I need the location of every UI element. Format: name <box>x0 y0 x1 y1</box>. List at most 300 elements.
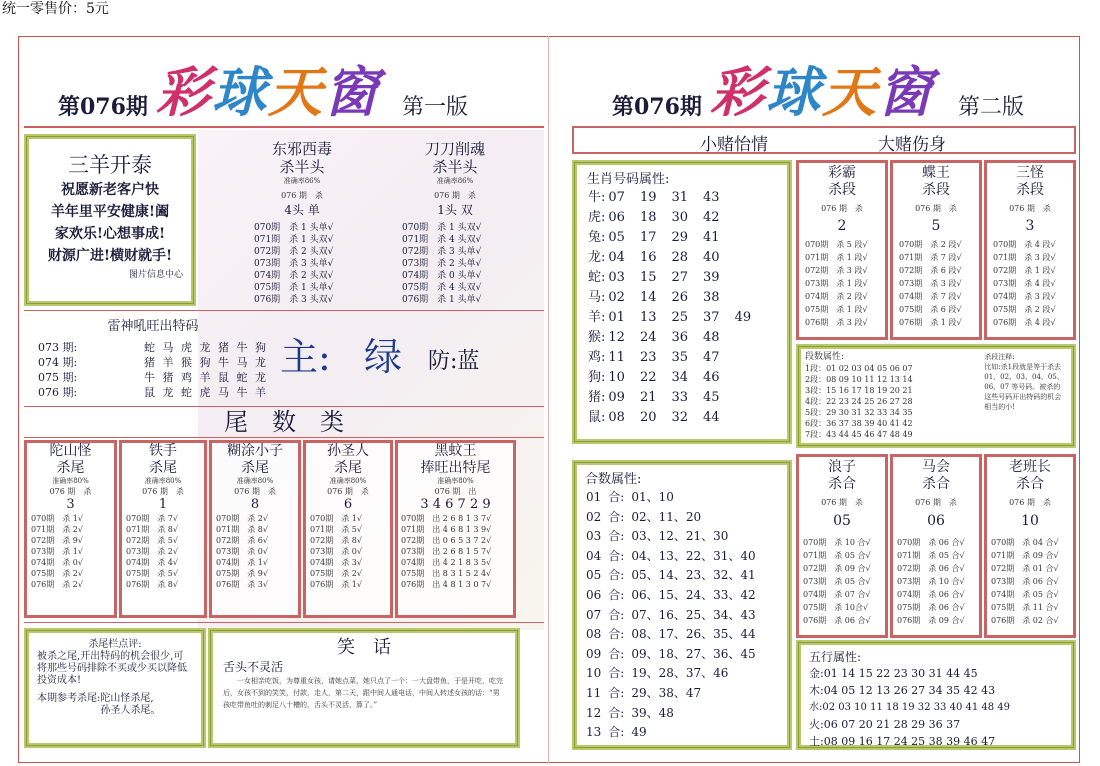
zodiac-number: 47 <box>703 350 720 365</box>
zodiac-label: 蛇: <box>588 270 606 285</box>
record-row: 075期 杀 10合√ <box>803 603 869 612</box>
he-box <box>796 454 888 638</box>
seg-rows <box>987 238 1073 329</box>
zodiac-number <box>734 288 766 308</box>
he-pick: 06 <box>927 513 945 529</box>
he-box <box>890 454 982 638</box>
heshu-row <box>585 606 762 626</box>
main-label: 主: <box>280 335 331 379</box>
zodiac-label: 猪: <box>588 390 606 405</box>
heshu-row <box>585 664 762 684</box>
seg-sub: 杀段 <box>1016 182 1044 198</box>
zodiac-row <box>587 388 765 408</box>
record-row: 071期 杀 5√ <box>310 525 362 534</box>
issue-label: 第076期 <box>612 94 702 120</box>
zodiac-number <box>734 228 766 248</box>
banner-left: 小赌怡情 <box>700 135 768 155</box>
zodiac-number: 46 <box>703 370 720 385</box>
record-row: 076期 杀 06 合√ <box>803 616 871 625</box>
leishen-row: 074 期: 猪 羊 猴 狗 牛 马 龙 <box>38 356 268 369</box>
record-row: 070期 杀 5 段√ <box>805 240 868 249</box>
wuxing-row: 木:04 05 12 13 26 27 34 35 42 43 <box>809 684 996 697</box>
seg-hdr: 076 期 杀 <box>915 204 957 213</box>
record-row: 074期 杀 05 合√ <box>991 590 1059 599</box>
segattr-row: 7段：43 44 45 46 47 48 49 <box>805 430 913 439</box>
sanyang-line: 羊年里平安健康!阖 <box>50 204 170 220</box>
record-row: 076期 出 4 8 1 3 0 7√ <box>401 580 492 589</box>
ddxh-rows <box>390 222 520 306</box>
record-row: 073期 杀 3 段√ <box>899 279 962 288</box>
record-row: 074期 杀 1√ <box>216 558 268 567</box>
zodiac-number: 04 <box>608 250 625 265</box>
record-row: 075期 杀 4 头双√ <box>402 283 482 293</box>
tail-acc: 准确率80% <box>144 477 182 485</box>
he-boxes <box>796 454 1076 638</box>
zodiac-number: 49 <box>734 310 752 325</box>
tail-box <box>119 440 207 618</box>
joke-text: 一女相亲吃饭，为尊重女孩，请她点菜，她只点了一个：一大盘带鱼，于是开吃，吃完后，女孩不到的笑笑，付款，走人，第二天，跟中间人通电话，中间人转述女孩的话：“男孩吃带鱼吐的刺足八十槽的，舌头不灵活，算了。” <box>223 677 503 709</box>
zodiac-label: 鸡: <box>588 350 606 365</box>
zodiac-number: 01 <box>608 310 625 325</box>
zodiac-number: 03 <box>608 270 625 285</box>
zodiac-number <box>734 348 766 368</box>
zodiac-number: 06 <box>608 210 625 225</box>
fang-label: 防:蓝 <box>428 349 480 374</box>
review-ref <box>37 693 193 717</box>
seg-rows <box>799 238 885 329</box>
zodiac-box <box>572 160 792 444</box>
heshu-row <box>585 488 762 508</box>
leishen-row: 073 期: 蛇 马 虎 龙 猪 牛 狗 <box>38 341 268 354</box>
heshu-num: 10 <box>586 666 602 681</box>
review-ref-label: 本期参考杀尾: <box>37 693 101 704</box>
zodiac-row <box>587 288 765 308</box>
record-row: 074期 杀 4√ <box>126 558 178 567</box>
left-page <box>18 36 548 763</box>
sanyang-line: 祝愿新老客户快 <box>61 182 159 198</box>
record-row: 071期 杀 8√ <box>126 525 178 534</box>
record-row: 070期 杀 2 段√ <box>899 240 962 249</box>
zodiac-number: 21 <box>639 390 657 405</box>
record-row: 074期 杀 3 段√ <box>993 292 1056 301</box>
heshu-values: 49 <box>631 725 647 740</box>
center-fold <box>548 36 549 763</box>
zodiac-label: 鼠: <box>588 410 606 425</box>
heshu-values: 29、38、47 <box>631 685 702 700</box>
record-row: 073期 杀 2√ <box>126 547 178 556</box>
zodiac-number: 45 <box>703 390 720 405</box>
record-row: 072期 杀 09 合√ <box>803 564 871 573</box>
logo: 彩球天窗 <box>710 60 934 124</box>
ddxh-hdr: 076 期 杀 <box>434 191 476 200</box>
right-page <box>550 36 1080 763</box>
record-row: 074期 杀 0√ <box>31 558 83 567</box>
record-row: 076期 杀 3 段√ <box>805 318 868 327</box>
heshu-row <box>585 625 762 645</box>
segattr-row: 4段：22 23 24 25 26 27 28 <box>805 397 913 406</box>
zodiac-number: 26 <box>671 290 689 305</box>
section-rule <box>24 310 544 311</box>
wuxing-row: 水:02 03 10 11 18 19 32 33 40 41 48 49 <box>809 702 1011 713</box>
ddxh-acc: 准确率86% <box>436 177 474 185</box>
zodiac-number: 29 <box>671 230 689 245</box>
zodiac-number: 37 <box>703 310 720 325</box>
record-row: 075期 杀 1 段√ <box>805 305 868 314</box>
zodiac-number: 07 <box>608 190 625 205</box>
sanyang-line: 财源广进!横财就手! <box>47 248 173 264</box>
he-box <box>984 454 1076 638</box>
zodiac-number <box>734 388 766 408</box>
tail-hdr: 076 期 杀 <box>234 487 276 496</box>
zodiac-number: 13 <box>639 310 657 325</box>
record-row: 071期 杀 8√ <box>216 525 268 534</box>
heshu-label: 合: <box>608 725 625 740</box>
seg-boxes <box>796 160 1076 340</box>
zodiac-number: 11 <box>608 350 625 365</box>
zodiac-label: 狗: <box>588 370 606 385</box>
dxxd-rows <box>242 222 362 306</box>
zodiac-row <box>587 408 765 428</box>
seg-sub: 杀段 <box>922 182 950 198</box>
zodiac-label: 兔: <box>588 230 606 245</box>
record-row: 072期 杀 8√ <box>310 536 362 545</box>
record-row: 071期 杀 7 段√ <box>899 253 962 262</box>
zodiac-number: 16 <box>639 250 657 265</box>
record-row: 071期 杀 3 段√ <box>993 253 1056 262</box>
tail-title: 陀山怪 <box>49 443 92 459</box>
heshu-num: 05 <box>586 568 602 583</box>
logo: 彩球天窗 <box>156 60 380 124</box>
sanyang-box <box>24 134 196 306</box>
tail-box <box>395 440 516 618</box>
tail-rows <box>122 513 204 590</box>
zodiac-number: 12 <box>608 330 625 345</box>
record-row: 070期 杀 10 合√ <box>803 538 871 547</box>
heshu-label: 合: <box>608 685 625 700</box>
tail-pick: 3 <box>66 497 75 512</box>
heshu-values: 04、13、22、31、40 <box>631 548 756 563</box>
heshu-row <box>585 704 762 724</box>
zodiac-number: 42 <box>703 210 720 225</box>
record-row: 070期 杀 4 段√ <box>993 240 1056 249</box>
heshu-values: 03、12、21、30 <box>631 529 729 544</box>
tail-acc: 准确率80% <box>329 477 367 485</box>
heshu-num: 03 <box>586 529 602 544</box>
heshu-row <box>585 508 762 528</box>
zodiac-number: 34 <box>671 370 689 385</box>
zodiac-number: 23 <box>639 350 657 365</box>
record-row: 071期 杀 4 头双√ <box>402 235 482 245</box>
record-row: 076期 杀 1 头单√ <box>402 295 482 305</box>
he-rows <box>893 536 979 627</box>
tail-acc: 准确率80% <box>236 477 274 485</box>
record-row: 073期 杀 3 头单√ <box>254 259 334 269</box>
segattr-note-title: 杀段注释: <box>984 353 1015 361</box>
record-row: 071期 杀 05 合√ <box>803 551 871 560</box>
zodiac-number: 14 <box>639 290 657 305</box>
record-row: 074期 出 4 2 1 8 3 5√ <box>401 558 492 567</box>
seg-hdr: 076 期 杀 <box>821 204 863 213</box>
zodiac-number: 38 <box>703 290 720 305</box>
heshu-num: 06 <box>586 587 602 602</box>
record-row: 072期 出 0 6 5 3 7 2√ <box>401 536 492 545</box>
record-row: 075期 杀 2√ <box>310 569 362 578</box>
record-row: 076期 杀 2√ <box>31 580 83 589</box>
segattr-row: 1段：01 02 03 04 05 06 07 <box>805 364 913 373</box>
zodiac-number: 39 <box>703 270 720 285</box>
zodiac-number: 25 <box>671 310 689 325</box>
joke-title: 笑 话 <box>337 637 391 658</box>
zodiac-number: 22 <box>639 370 657 385</box>
zodiac-label: 猴: <box>588 330 606 345</box>
leishen-box <box>38 318 268 400</box>
header-rule <box>24 126 544 128</box>
record-row: 072期 杀 2 头双√ <box>254 247 334 257</box>
heshu-values: 07、16、25、34、43 <box>631 607 756 622</box>
record-row: 073期 杀 06 合√ <box>991 577 1059 586</box>
zodiac-number: 43 <box>703 190 720 205</box>
heshu-row <box>585 723 762 743</box>
zodiac-row <box>587 268 765 288</box>
seg-hdr: 076 期 杀 <box>1009 204 1051 213</box>
he-hdr: 076 期 杀 <box>915 498 957 507</box>
heshu-row <box>585 645 762 665</box>
zodiac-label: 马: <box>588 290 606 305</box>
zodiac-number: 18 <box>639 210 657 225</box>
heshu-row <box>585 547 762 567</box>
zodiac-number: 27 <box>671 270 689 285</box>
record-row: 075期 杀 9√ <box>216 569 268 578</box>
tail-hdr: 076 期 杀 <box>327 487 369 496</box>
joke-subtitle: 舌头不灵活 <box>223 660 284 674</box>
segattr-list <box>805 352 982 440</box>
record-row: 076期 杀 4 段√ <box>993 318 1056 327</box>
banner <box>572 126 1076 154</box>
seg-title: 彩霸 <box>828 165 856 181</box>
price-label: 统一零售价：5元 <box>2 1 109 17</box>
record-row: 073期 杀 2 头单√ <box>402 259 482 269</box>
record-row: 075期 杀 6 段√ <box>899 305 962 314</box>
heshu-values: 02、11、20 <box>631 509 702 524</box>
tail-box <box>303 440 393 618</box>
tail-acc: 准确率80% <box>52 477 89 485</box>
tail-hdr: 076 期 杀 <box>49 487 92 496</box>
zodiac-row <box>587 228 765 248</box>
wuxing-title: 五行属性: <box>809 650 862 664</box>
he-title: 浪子 <box>828 459 856 475</box>
seg-title: 三怪 <box>1016 165 1044 181</box>
heshu-num: 01 <box>586 490 602 504</box>
heshu-label: 合: <box>608 568 625 583</box>
heshu-values: 08、17、26、35、44 <box>631 627 756 642</box>
zodiac-number: 28 <box>671 250 689 265</box>
heshu-num: 04 <box>586 548 602 563</box>
record-row: 072期 杀 3 段√ <box>805 266 868 275</box>
tail-pick: 8 <box>250 497 260 512</box>
tail-box <box>24 440 117 618</box>
tail-pick: 1 <box>158 497 168 512</box>
he-rows <box>799 536 885 627</box>
seg-pick: 2 <box>837 218 847 234</box>
zodiac-number: 44 <box>703 410 720 425</box>
record-row: 075期 杀 2√ <box>31 569 83 578</box>
tail-sub: 杀尾 <box>241 460 269 476</box>
heshu-row <box>585 566 762 586</box>
tail-title: 糊涂小子 <box>227 443 283 459</box>
segattr-row: 3段：15 16 17 18 19 20 21 <box>805 386 913 395</box>
record-row: 076期 杀 09 合√ <box>897 616 965 625</box>
zodiac-number: 31 <box>671 190 689 205</box>
segattr-note-text: 比如:杀1段就是等于杀去01、02、03、04、05、06、07 等号码。被杀的这些号码开出特码的机会相当的小! <box>984 363 1064 411</box>
heshu-values: 05、14、23、32、41 <box>631 568 756 583</box>
zodiac-number: 17 <box>639 230 657 245</box>
record-row: 074期 杀 07 合√ <box>803 590 871 599</box>
tail-rows <box>306 513 390 590</box>
zodiac-number: 05 <box>608 230 625 245</box>
heshu-num: 08 <box>586 627 602 642</box>
record-row: 071期 杀 09 合√ <box>991 551 1059 560</box>
tail-title: 铁手 <box>149 443 177 459</box>
seg-title: 蝶王 <box>922 165 950 181</box>
main-color: 绿 <box>364 335 403 379</box>
zodiac-number: 10 <box>608 370 625 385</box>
record-row: 073期 出 2 6 8 1 5 7√ <box>401 547 492 556</box>
heshu-num: 02 <box>586 509 602 524</box>
wuxing-box <box>796 640 1076 750</box>
segattr-title: 段数属性: <box>805 352 845 362</box>
heshu-table <box>585 488 762 743</box>
record-row: 072期 杀 6 段√ <box>899 266 962 275</box>
leishen-row: 076 期: 鼠 龙 蛇 虎 马 牛 羊 <box>38 386 268 399</box>
record-row: 076期 杀 1 段√ <box>899 318 962 327</box>
heshu-label: 合: <box>608 705 625 720</box>
zodiac-label: 龙: <box>588 250 606 265</box>
zodiac-number: 35 <box>671 350 689 365</box>
tail-pick: 3 4 6 7 2 9 <box>420 497 491 512</box>
tail-sub: 杀尾 <box>56 460 85 476</box>
record-row: 074期 杀 3√ <box>310 558 362 567</box>
tail-header-bar <box>24 406 544 438</box>
zodiac-row <box>587 308 765 328</box>
review-box <box>24 628 206 748</box>
leishen-row: 075 期: 牛 猪 鸡 羊 鼠 蛇 龙 <box>38 371 268 384</box>
he-pick: 10 <box>1021 513 1039 529</box>
zodiac-number <box>734 368 766 388</box>
record-row: 075期 杀 5√ <box>126 569 178 578</box>
zodiac-title: 生肖号码属性: <box>587 172 670 187</box>
record-row: 076期 杀 02 合√ <box>991 616 1059 625</box>
record-row: 072期 杀 06 合√ <box>897 564 965 573</box>
ddxh-sub: 杀半头 <box>432 158 478 176</box>
dxxd-title: 东邪西毒 <box>271 140 332 158</box>
zodiac-row <box>587 188 765 208</box>
heshu-num: 13 <box>586 725 602 740</box>
he-rows <box>987 536 1073 627</box>
he-title: 老班长 <box>1009 459 1051 475</box>
record-row: 074期 杀 2 段√ <box>805 292 868 301</box>
edition-label: 第二版 <box>958 95 1025 120</box>
section-rule <box>24 622 544 623</box>
record-row: 070期 杀 2√ <box>216 514 268 523</box>
heshu-row <box>585 586 762 606</box>
tail-rows <box>398 513 513 590</box>
dxxd-box <box>242 140 362 306</box>
seg-box <box>984 160 1076 340</box>
record-row: 073期 杀 05 合√ <box>803 577 871 586</box>
sanyang-line: 家欢乐!心想事成! <box>54 226 166 242</box>
he-sub: 杀合 <box>922 476 950 492</box>
zodiac-number: 08 <box>608 410 625 425</box>
tail-acc: 准确率80% <box>437 477 474 485</box>
heshu-box <box>572 460 792 750</box>
heshu-label: 合: <box>608 646 625 661</box>
record-row: 070期 杀 1√ <box>31 514 83 523</box>
he-hdr: 076 期 杀 <box>821 498 863 507</box>
issue-label: 第076期 <box>58 94 148 120</box>
record-row: 073期 杀 0√ <box>216 547 268 556</box>
segattr-row: 6段：36 37 38 39 40 41 42 <box>805 419 913 428</box>
record-row: 070期 杀 04 合√ <box>991 538 1059 547</box>
ddxh-box <box>390 140 520 306</box>
record-row: 074期 杀 7 段√ <box>899 292 962 301</box>
record-row: 071期 杀 1 段√ <box>805 253 868 262</box>
banner-right: 大赌伤身 <box>878 135 946 155</box>
heshu-values: 19、28、37、46 <box>631 666 729 681</box>
record-row: 076期 杀 8√ <box>126 580 178 589</box>
record-row: 073期 杀 0√ <box>310 547 362 556</box>
dxxd-sub: 杀半头 <box>279 158 325 176</box>
heshu-label: 合: <box>608 548 625 563</box>
heshu-values: 06、15、24、33、42 <box>631 587 756 602</box>
zodiac-number: 36 <box>671 330 689 345</box>
tail-title: 黑蚊王 <box>434 443 477 459</box>
record-row: 073期 杀 1 段√ <box>805 279 868 288</box>
wuxing-row: 火:06 07 20 21 28 29 36 37 <box>809 718 961 731</box>
record-row: 074期 杀 0 头单√ <box>402 271 482 281</box>
record-row: 075期 出 8 3 1 5 2 4√ <box>401 569 492 578</box>
heshu-num: 09 <box>586 646 602 661</box>
heshu-num: 12 <box>586 705 602 720</box>
heshu-label: 合: <box>608 607 625 622</box>
record-row: 075期 杀 11 合√ <box>991 603 1059 612</box>
zodiac-number: 41 <box>703 230 720 245</box>
zodiac-number <box>734 408 766 428</box>
zodiac-row <box>587 348 765 368</box>
zodiac-row <box>587 328 765 348</box>
record-row: 071期 杀 2√ <box>31 525 83 534</box>
heshu-values: 39、48 <box>631 705 674 720</box>
tail-hdr: 076 期 杀 <box>142 487 184 496</box>
he-pick: 05 <box>833 513 851 529</box>
zodiac-number: 32 <box>671 410 689 425</box>
zodiac-number: 09 <box>608 390 625 405</box>
zodiac-number: 19 <box>639 190 657 205</box>
dxxd-pick: 4头 单 <box>284 203 320 217</box>
heshu-num: 11 <box>586 685 602 700</box>
record-row: 073期 杀 1√ <box>31 547 83 556</box>
wuxing-row: 土:08 09 16 17 24 25 38 39 46 47 <box>809 735 996 748</box>
seg-pick: 5 <box>931 218 941 234</box>
zodiac-table <box>587 188 765 428</box>
record-row: 075期 杀 2 段√ <box>993 305 1056 314</box>
joke-box <box>208 628 520 748</box>
tail-pick: 6 <box>343 497 353 512</box>
segattr-inner <box>805 352 1067 440</box>
record-row: 076期 杀 3 头双√ <box>254 295 334 305</box>
he-title: 马会 <box>922 459 950 475</box>
sanyang-credit: 图片信息中心 <box>128 270 183 280</box>
heshu-label: 合: <box>608 529 625 544</box>
